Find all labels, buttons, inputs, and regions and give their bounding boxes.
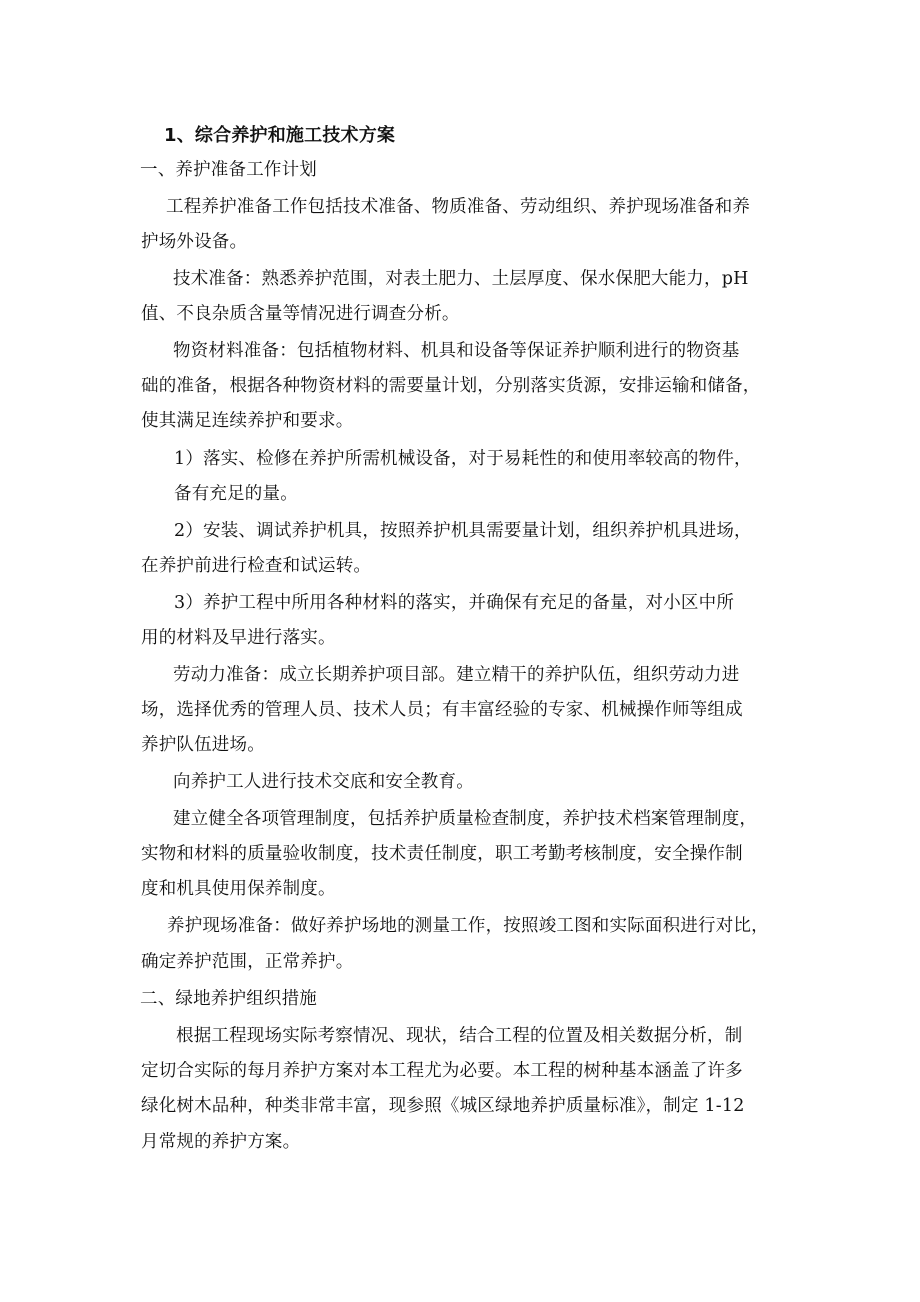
list-item-line: 备有充足的量。 <box>174 484 298 504</box>
document-title: 1、综合养护和施工技术方案 <box>164 125 396 146</box>
list-item-line: 2）安装、调试养护机具，按照养护机具需要量计划，组织养护机具进场， <box>174 521 752 541</box>
paragraph-line: 值、不良杂质含量等情况进行调查分析。 <box>141 304 460 324</box>
paragraph-line: 根据工程现场实际考察情况、现状，结合工程的位置及相关数据分析，制 <box>176 1026 743 1046</box>
paragraph-line: 养护队伍进场。 <box>141 735 265 755</box>
section-heading: 二、绿地养护组织措施 <box>140 989 317 1009</box>
paragraph-line: 使其满足连续养护和要求。 <box>141 411 354 431</box>
paragraph-line: 建立健全各项管理制度，包括养护质量检查制度，养护技术档案管理制度， <box>173 809 758 829</box>
paragraph-line: 定切合实际的每月养护方案对本工程尤为必要。本工程的树种基本涵盖了许多 <box>141 1061 743 1081</box>
paragraph-line: 础的准备，根据各种物资材料的需要量计划，分别落实货源，安排运输和储备， <box>141 376 761 396</box>
paragraph-line: 场，选择优秀的管理人员、技术人员；有丰富经验的专家、机械操作师等组成 <box>141 700 743 720</box>
paragraph-line: 护场外设备。 <box>141 232 248 252</box>
list-item-line: 在养护前进行检查和试运转。 <box>141 556 372 576</box>
list-item-line: 3）养护工程中所用各种材料的落实，并确保有充足的备量，对小区中所 <box>174 593 735 613</box>
paragraph-line: 技术准备：熟悉养护范围，对表土肥力、土层厚度、保水保肥大能力，pH <box>173 269 749 289</box>
paragraph-line: 养护现场准备：做好养护场地的测量工作，按照竣工图和实际面积进行对比， <box>167 916 769 936</box>
paragraph-line: 劳动力准备：成立长期养护项目部。建立精干的养护队伍，组织劳动力进 <box>173 665 740 685</box>
paragraph-line: 确定养护范围，正常养护。 <box>141 952 354 972</box>
paragraph-line: 物资材料准备：包括植物材料、机具和设备等保证养护顺利进行的物资基 <box>173 341 740 361</box>
paragraph-line: 月常规的养护方案。 <box>141 1132 301 1152</box>
paragraph-line: 实物和材料的质量验收制度，技术责任制度，职工考勤考核制度，安全操作制 <box>141 844 743 864</box>
paragraph-line: 度和机具使用保养制度。 <box>141 879 336 899</box>
list-item-line: 用的材料及早进行落实。 <box>141 628 336 648</box>
section-heading: 一、养护准备工作计划 <box>140 160 317 180</box>
list-item-line: 1）落实、检修在养护所需机械设备，对于易耗性的和使用率较高的物件， <box>174 449 752 469</box>
paragraph-line: 向养护工人进行技术交底和安全教育。 <box>173 772 474 792</box>
paragraph-line: 工程养护准备工作包括技术准备、物质准备、劳动组织、养护现场准备和养 <box>166 197 751 217</box>
paragraph-line: 绿化树木品种，种类非常丰富，现参照《城区绿地养护质量标准》，制定 1-12 <box>141 1096 745 1116</box>
